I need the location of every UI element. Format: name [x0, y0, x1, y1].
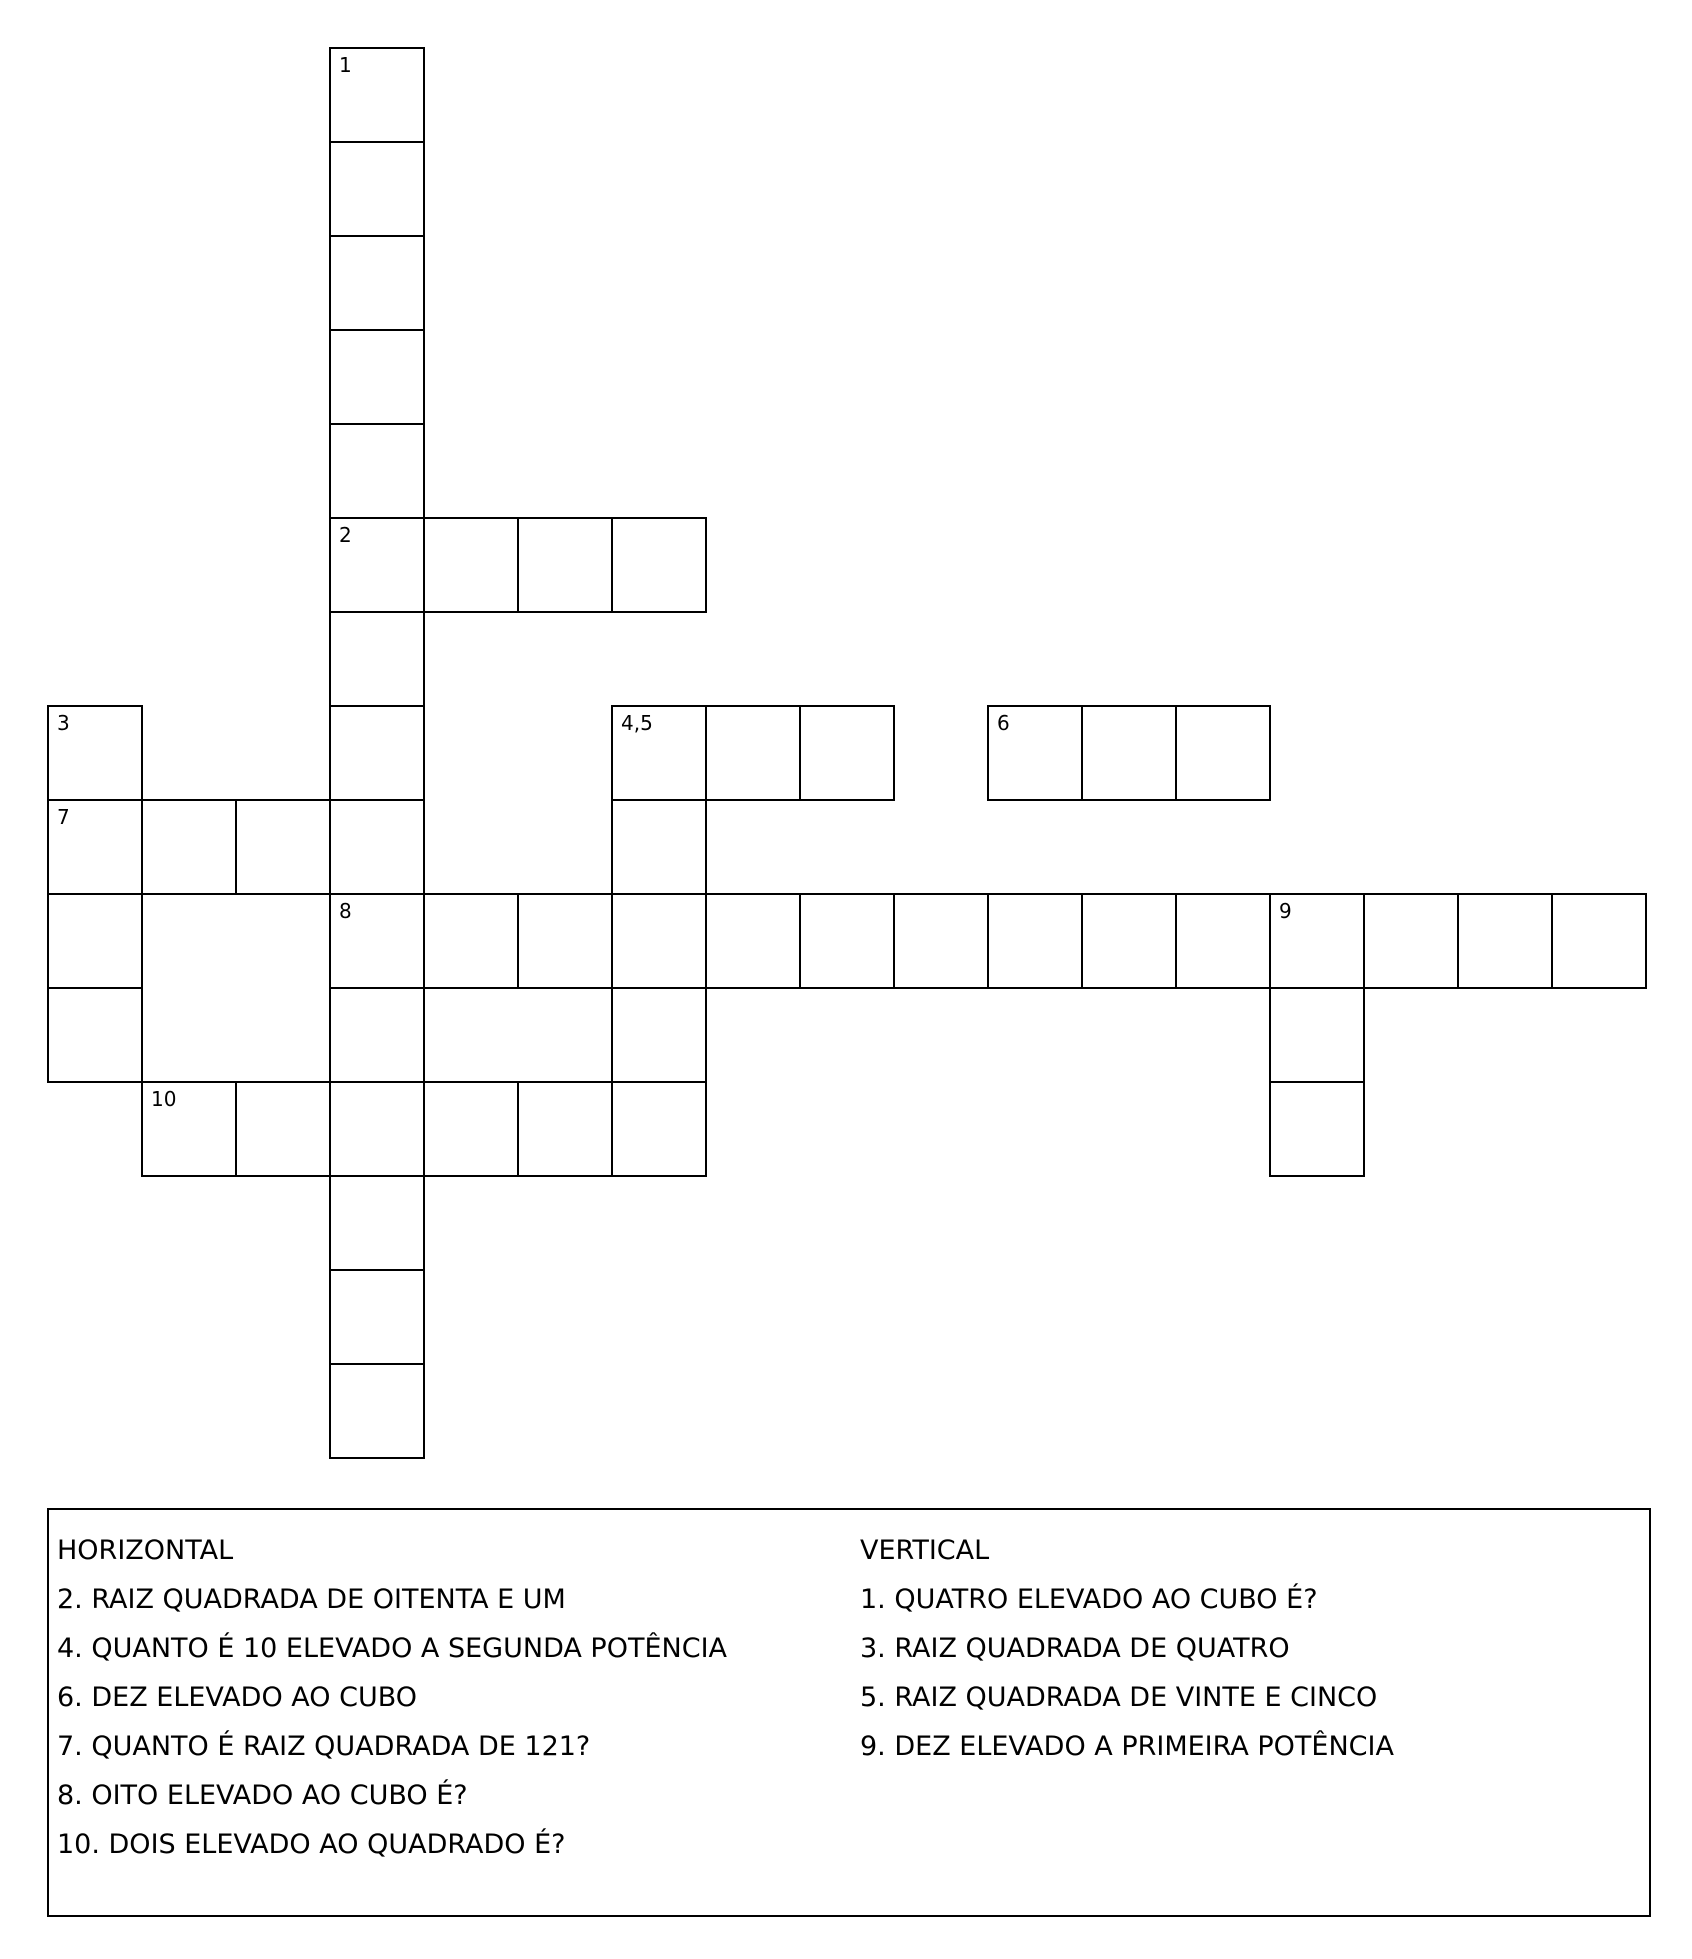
crossword-cell[interactable] — [47, 987, 143, 1083]
crossword-cell[interactable] — [329, 517, 425, 613]
crossword-cell[interactable] — [329, 893, 425, 989]
crossword-cell[interactable] — [611, 1081, 707, 1177]
clue-number: 10 — [151, 1087, 177, 1111]
horizontal-clue: 7. QUANTO É RAIZ QUADRADA DE 121? — [57, 1731, 591, 1762]
vertical-clue: 9. DEZ ELEVADO A PRIMEIRA POTÊNCIA — [860, 1731, 1394, 1762]
clue-number: 9 — [1279, 899, 1292, 923]
crossword-cell[interactable] — [423, 893, 519, 989]
vertical-clues — [860, 1526, 1394, 1771]
crossword-cell[interactable] — [1363, 893, 1459, 989]
crossword-cell[interactable] — [1551, 893, 1647, 989]
vertical-clue: 5. RAIZ QUADRADA DE VINTE E CINCO — [860, 1682, 1378, 1713]
clue-box — [47, 1508, 1651, 1917]
crossword-cell[interactable] — [329, 423, 425, 519]
crossword-cell[interactable] — [611, 799, 707, 895]
crossword-cell[interactable] — [893, 893, 989, 989]
crossword-cell[interactable] — [329, 235, 425, 331]
crossword-cell[interactable] — [611, 987, 707, 1083]
clue-number: 1 — [339, 53, 352, 77]
crossword-cell[interactable] — [1175, 893, 1271, 989]
horizontal-clue: 10. DOIS ELEVADO AO QUADRADO É? — [57, 1829, 566, 1860]
clue-number: 7 — [57, 805, 70, 829]
crossword-cell[interactable] — [1269, 893, 1365, 989]
crossword-cell[interactable] — [235, 799, 331, 895]
crossword-cell[interactable] — [141, 1081, 237, 1177]
crossword-cell[interactable] — [799, 705, 895, 801]
crossword-cell[interactable] — [141, 799, 237, 895]
crossword-cell[interactable] — [329, 1081, 425, 1177]
crossword-cell[interactable] — [987, 705, 1083, 801]
crossword-cell[interactable] — [47, 705, 143, 801]
crossword-cell[interactable] — [329, 47, 425, 143]
crossword-cell[interactable] — [1175, 705, 1271, 801]
crossword-cell[interactable] — [423, 1081, 519, 1177]
crossword-cell[interactable] — [47, 799, 143, 895]
crossword-cell[interactable] — [235, 1081, 331, 1177]
crossword-cell[interactable] — [611, 705, 707, 801]
horizontal-clues — [57, 1526, 727, 1869]
crossword-cell[interactable] — [329, 329, 425, 425]
crossword-cell[interactable] — [517, 1081, 613, 1177]
crossword-cell[interactable] — [1081, 893, 1177, 989]
crossword-cell[interactable] — [987, 893, 1083, 989]
crossword-cell[interactable] — [329, 1363, 425, 1459]
clue-number: 3 — [57, 711, 70, 735]
crossword-cell[interactable] — [329, 141, 425, 237]
clue-number: 6 — [997, 711, 1010, 735]
crossword-cell[interactable] — [611, 893, 707, 989]
crossword-cell[interactable] — [1081, 705, 1177, 801]
crossword-cell[interactable] — [611, 517, 707, 613]
crossword-cell[interactable] — [423, 517, 519, 613]
crossword-cell[interactable] — [329, 1175, 425, 1271]
horizontal-clue: 6. DEZ ELEVADO AO CUBO — [57, 1682, 418, 1713]
crossword-cell[interactable] — [329, 987, 425, 1083]
horizontal-clue: 4. QUANTO É 10 ELEVADO A SEGUNDA POTÊNCIA — [57, 1633, 728, 1664]
clue-number: 8 — [339, 899, 352, 923]
vertical-clue: 3. RAIZ QUADRADA DE QUATRO — [860, 1633, 1290, 1664]
crossword-cell[interactable] — [329, 799, 425, 895]
horizontal-clue: 8. OITO ELEVADO AO CUBO É? — [57, 1780, 468, 1811]
crossword-cell[interactable] — [329, 705, 425, 801]
crossword-cell[interactable] — [47, 893, 143, 989]
crossword-cell[interactable] — [705, 705, 801, 801]
vertical-clue: 1. QUATRO ELEVADO AO CUBO É? — [860, 1584, 1318, 1615]
crossword-cell[interactable] — [1457, 893, 1553, 989]
crossword-cell[interactable] — [517, 893, 613, 989]
horizontal-heading: HORIZONTAL — [57, 1535, 234, 1566]
crossword-cell[interactable] — [799, 893, 895, 989]
horizontal-clue: 2. RAIZ QUADRADA DE OITENTA E UM — [57, 1584, 566, 1615]
clue-number: 2 — [339, 523, 352, 547]
crossword-cell[interactable] — [329, 611, 425, 707]
crossword-cell[interactable] — [517, 517, 613, 613]
crossword-cell[interactable] — [329, 1269, 425, 1365]
clue-number: 4,5 — [621, 711, 653, 735]
crossword-cell[interactable] — [1269, 1081, 1365, 1177]
crossword-cell[interactable] — [1269, 987, 1365, 1083]
vertical-heading: VERTICAL — [860, 1535, 990, 1566]
crossword-cell[interactable] — [705, 893, 801, 989]
